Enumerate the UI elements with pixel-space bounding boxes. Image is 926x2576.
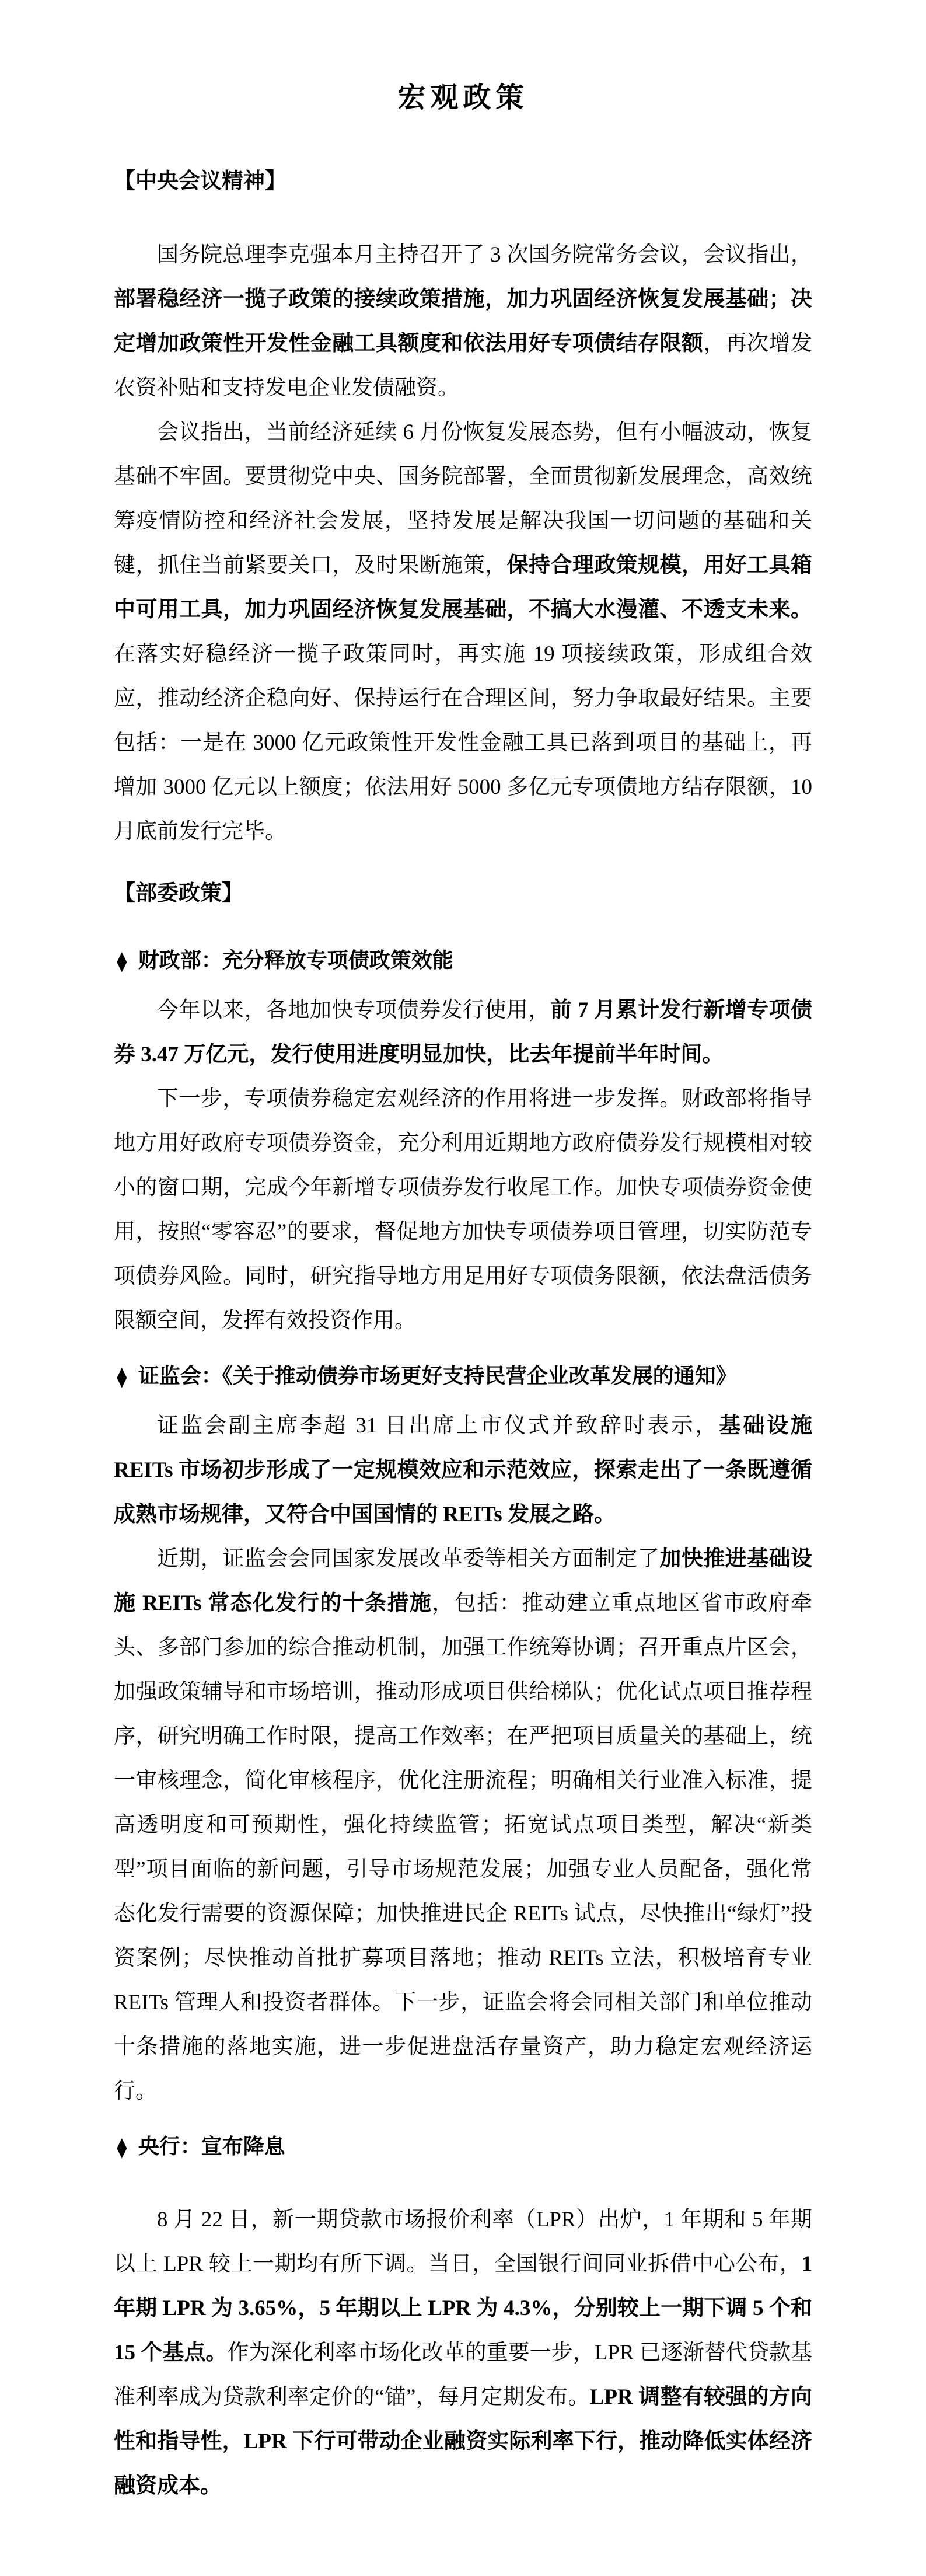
text-run: 8 月 22 日，新一期贷款市场报价利率（LPR）出炉，1 年期和 5 年期以上 LPR 较上一期均有所下调。当日，全国银行间同业拆借中心公布， — [114, 2208, 812, 2276]
ministry-heading-label: 央行：宣布降息 — [138, 2135, 285, 2158]
paragraph — [114, 233, 812, 410]
diamond-bullet-icon: ◆ — [117, 946, 127, 975]
ministry-heading — [114, 945, 812, 975]
text-run: 近期，证监会会同国家发展改革委等相关方面制定了 — [157, 1547, 660, 1571]
text-run: 今年以来，各地加快专项债券发行使用， — [157, 998, 550, 1022]
ministry-heading — [114, 1361, 812, 1391]
bold-text-run: 加快推进基础设施 REITs 常态化发行的十条措施 — [114, 1547, 813, 1615]
text-run: 作为深化利率市场化改革的重要一步，LPR 已逐渐替代贷款基准利率成为贷款利率定价的“锚”，每月定期发布。 — [114, 2341, 812, 2409]
bold-text-run: 保持合理政策规模，用好工具箱中可用工具，加力巩固经济恢复发展基础，不搞大水漫灌、不透支未来。 — [114, 553, 813, 622]
ministry-heading — [114, 2131, 812, 2162]
diamond-bullet-icon: ◆ — [117, 2132, 127, 2161]
diamond-bullet-icon: ◆ — [117, 1361, 127, 1390]
bold-text-run: 前 7 月累计发行新增专项债券 3.47 万亿元，发行使用进度明显加快，比去年提前半年时间。 — [114, 998, 813, 1066]
bold-text-run: 部署稳经济一揽子政策的接续政策措施，加力巩固经济恢复发展基础；决定增加政策性开发性金融工具额度和依法用好专项债结存限额 — [114, 287, 812, 355]
document-body — [114, 166, 812, 2508]
text-run: ，再次增发农资补贴和支持发电企业发债融资。 — [114, 332, 813, 400]
ministry-heading-label: 财政部：充分释放专项债政策效能 — [138, 949, 453, 972]
paragraph — [114, 2198, 812, 2508]
bold-text-run: LPR 调整有较强的方向性和指导性，LPR 下行可带动企业融资实际利率下行，推动降低实体经济融资成本。 — [114, 2385, 813, 2498]
text-run: ，包括：推动建立重点地区省市政府牵头、多部门参加的综合推动机制，加强工作统筹协调；召开重点片区会，加强政策辅导和市场培训，推动形成项目供给梯队；优化试点项目推荐程序，研究明确工作时限，提高工作效率；在严把项目质量关的基础上，统一审核理念，简化审核程序，优化注册流程；明确相关行业准入标准，提高透明度和可预期性，强化持续监管；拓宽试点项目类型，解决“新类型”项目面临的新问题，引导市场规范发展；加强专业人员配备，强化常态化发行需要的资源保障；加快推进民企 REITs 试点，尽快推出“绿灯”投资案例；尽快推动首批扩募项目落地；推动 REITs 立法，积极培育专业 REITs 管理人和投资者群体。下一步，证监会将会同相关部门和单位推动十条措施的落地实施，进一步促进盘活存量资产，助力稳定宏观经济运行。 — [114, 1591, 813, 2103]
ministry-heading-label: 证监会：《关于推动债券市场更好支持民营企业改革发展的通知》 — [138, 1364, 737, 1388]
bold-text-run: 基础设施 REITs 市场初步形成了一定规模效应和示范效应，探索走出了一条既遵循成熟市场规律，又符合中国国情的 REITs 发展之路。 — [114, 1414, 813, 1526]
paragraph — [114, 1537, 812, 2114]
paragraph — [114, 1077, 812, 1343]
section-heading: 【中央会议精神】 — [114, 169, 286, 193]
paragraph — [114, 988, 812, 1077]
bold-text-run: 1 年期 LPR 为 3.65%，5 年期以上 LPR 为 4.3%，分别较上一期下调 5 个和 15 个基点。 — [114, 2252, 812, 2365]
text-run: 下一步，专项债券稳定宏观经济的作用将进一步发挥。财政部将指导地方用好政府专项债券资金，充分利用近期地方政府债券发行规模相对较小的窗口期，完成今年新增专项债券发行收尾工作。加快专项债券资金使用，按照“零容忍”的要求，督促地方加快专项债券项目管理，切实防范专项债券风险。同时，研究指导地方用足用好专项债务限额，依法盘活债务限额空间，发挥有效投资作用。 — [114, 1087, 812, 1333]
section-heading: 【部委政策】 — [114, 881, 243, 905]
text-run: 证监会副主席李超 31 日出席上市仪式并致辞时表示， — [157, 1414, 719, 1438]
paragraph — [114, 410, 812, 854]
text-run: 国务院总理李克强本月主持召开了 3 次国务院常务会议，会议指出， — [157, 243, 812, 267]
text-run: 会议指出，当前经济延续 6 月份恢复发展态势，但有小幅波动，恢复基础不牢固。要贯彻党中央、国务院部署，全面贯彻新发展理念，高效统筹疫情防控和经济社会发展，坚持发展是解决我国一切问题的基础和关键，抓住当前紧要关口，及时果断施策， — [114, 420, 812, 577]
paragraph — [114, 1404, 812, 1537]
text-run: 在落实好稳经济一揽子政策同时，再实施 19 项接续政策，形成组合效应，推动经济企稳向好、保持运行在合理区间，努力争取最好结果。主要包括：一是在 3000 亿元政策性开发性金融工具已落到项目的基础上，再增加 3000 亿元以上额度；依法用好 5000 多亿元专项债地方结存限额，10 月底前发行完毕。 — [114, 642, 812, 843]
page-title: 宏观政策 — [397, 82, 529, 113]
